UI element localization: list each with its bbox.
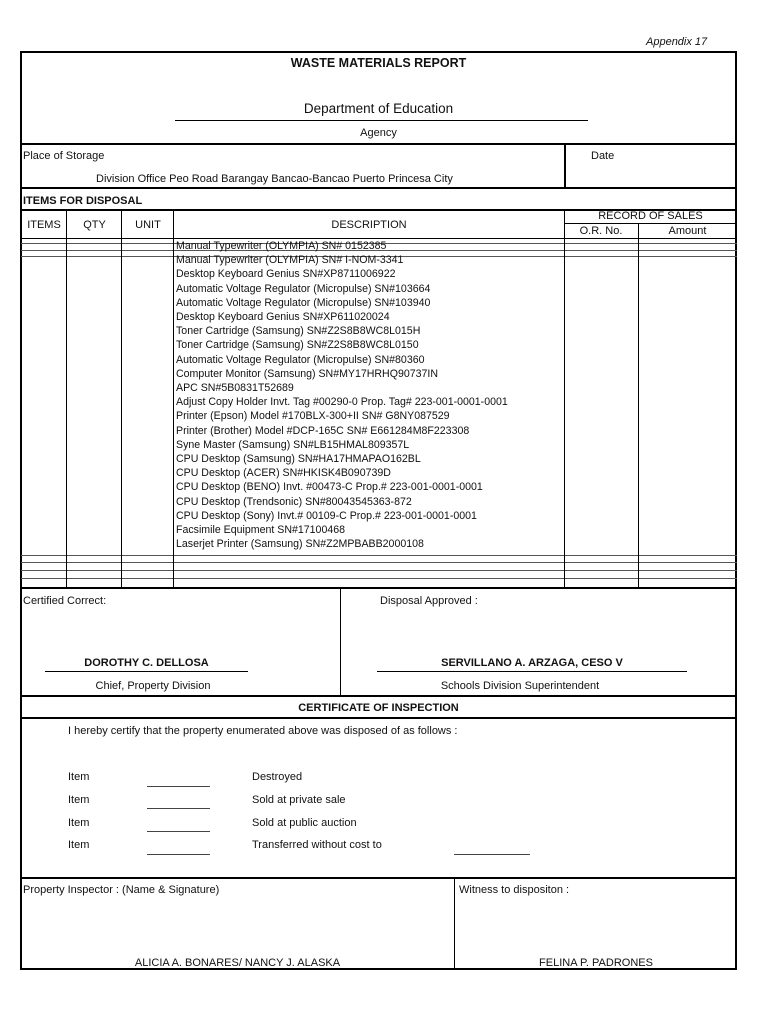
divider-signatories-top [21, 587, 737, 589]
items-for-disposal-heading: ITEMS FOR DISPOSAL [23, 195, 143, 207]
table-row-line [21, 555, 737, 556]
signatory-right-name: SERVILLANO A. ARZAGA, CESO V [441, 657, 623, 669]
witness-name: FELINA P. PADRONES [539, 957, 653, 969]
item-description: Automatic Voltage Regulator (Micropulse) SN#80360 [176, 353, 425, 366]
divider-inspector-mid [454, 877, 455, 969]
disposition-blank[interactable] [147, 854, 210, 855]
divider-certificate-top [21, 695, 737, 697]
item-description: Laserjet Printer (Samsung) SN#Z2MPBABB2000108 [176, 538, 424, 551]
table-row-line [21, 562, 737, 563]
col-line-5 [638, 223, 639, 588]
signatory-right-line [377, 671, 687, 672]
disposition-transferred: Transferred without cost to [252, 839, 382, 851]
signatory-left-line [45, 671, 248, 672]
disposition-blank[interactable] [147, 808, 210, 809]
report-title: WASTE MATERIALS REPORT [290, 56, 467, 70]
agency-name: Department of Education [303, 101, 454, 116]
col-description-header: DESCRIPTION [331, 219, 407, 231]
col-line-1 [66, 209, 67, 588]
item-description: CPU Desktop (Samsung) SN#HA17HMAPAO162BL [176, 453, 421, 465]
agency-underline [175, 120, 588, 121]
disposition-item-label: Item [68, 839, 90, 851]
divider-date [564, 143, 566, 187]
certified-correct-label: Certified Correct: [23, 595, 107, 607]
certificate-title: CERTIFICATE OF INSPECTION [298, 702, 459, 714]
item-description: Manual Typewriter (OLYMPIA) SN# 0152385 [176, 240, 387, 252]
item-description: Printer (Brother) Model #DCP-165C SN# E661284M8F223308 [176, 424, 470, 437]
col-line-3 [173, 209, 174, 588]
signatory-right-title: Schools Division Superintendent [440, 680, 600, 692]
item-description: CPU Desktop (BENO) Invt. #00473-C Prop.# 223-001-0001-0001 [176, 481, 483, 494]
col-or-no-header: O.R. No. [579, 225, 623, 237]
disposition-destroyed: Destroyed [252, 771, 303, 783]
item-description: Toner Cartridge (Samsung) SN#Z2S8B8WC8L015H [176, 325, 421, 338]
item-description: Facsimile Equipment SN#17100468 [176, 524, 346, 536]
col-items-header: ITEMS [27, 219, 61, 231]
divider-inspector-top [21, 877, 737, 879]
item-description: Desktop Keyboard Genius SN#XP8711006922 [176, 268, 396, 281]
record-of-sales-divider [564, 223, 737, 224]
date-label: Date [591, 150, 615, 162]
inspector-names: ALICIA A. BONARES/ NANCY J. ALASKA [134, 957, 341, 969]
header-bottom-line [21, 238, 737, 239]
table-row-line [21, 578, 737, 579]
item-description: Printer (Epson) Model #170BLX-300+II SN# G8NY087529 [176, 410, 450, 423]
col-qty-header: QTY [83, 219, 106, 231]
item-description: Manual Typewriter (OLYMPIA) SN# I-NOM-3341 [176, 254, 404, 267]
item-description: Adjust Copy Holder Invt. Tag #00290-0 Prop. Tag# 223-001-0001-0001 [176, 396, 508, 409]
divider-certificate-bottom [21, 717, 737, 719]
col-line-2 [121, 209, 122, 588]
signatory-left-title: Chief, Property Division [95, 680, 211, 692]
table-row-line [21, 570, 737, 571]
item-description: Automatic Voltage Regulator (Micropulse) SN#103940 [176, 296, 431, 309]
item-description: Toner Cartridge (Samsung) SN#Z2S8B8WC8L0150 [176, 339, 419, 352]
disposition-private-sale: Sold at private sale [252, 794, 346, 806]
place-of-storage-value: Division Office Peo Road Barangay Bancao-Bancao Puerto Princesa City [96, 173, 453, 185]
divider-items-top [21, 187, 737, 189]
item-description: Desktop Keyboard Genius SN#XP611020024 [176, 311, 390, 323]
col-line-4 [564, 209, 565, 588]
item-description: CPU Desktop (Trendsonic) SN#80043545363-872 [176, 495, 412, 508]
item-description: Syne Master (Samsung) SN#LB15HMAL809357L [176, 438, 410, 451]
item-description: CPU Desktop (Sony) Invt.# 00109-C Prop.# 223-001-0001-0001 [176, 509, 477, 522]
witness-label: Witness to dispositon : [459, 884, 570, 896]
signatory-left-name: DOROTHY C. DELLOSA [84, 657, 209, 669]
certify-text: I hereby certify that the property enumerated above was disposed of as follows : [68, 725, 458, 737]
item-description: Automatic Voltage Regulator (Micropulse) SN#103664 [176, 282, 431, 295]
item-description: Computer Monitor (Samsung) SN#MY17HRHQ90737IN [176, 367, 439, 380]
col-unit-header: UNIT [135, 219, 161, 231]
disposition-item-label: Item [68, 771, 90, 783]
appendix-label: Appendix 17 [646, 36, 708, 48]
col-amount-header: Amount [668, 225, 707, 237]
disposition-public-auction: Sold at public auction [252, 817, 357, 829]
item-description: APC SN#5B0831T52689 [176, 382, 294, 394]
divider-signatories-mid [340, 587, 341, 695]
divider-storage-top [21, 143, 737, 145]
place-of-storage-label: Place of Storage [23, 150, 105, 162]
disposition-blank[interactable] [147, 831, 210, 832]
transferred-to-blank[interactable] [454, 854, 530, 855]
disposition-item-label: Item [68, 817, 90, 829]
disposal-approved-label: Disposal Approved : [380, 595, 478, 607]
property-inspector-label: Property Inspector : (Name & Signature) [23, 884, 220, 896]
record-of-sales-header: RECORD OF SALES [598, 210, 703, 222]
agency-label: Agency [360, 127, 397, 139]
disposition-item-label: Item [68, 794, 90, 806]
disposition-blank[interactable] [147, 786, 210, 787]
item-description: CPU Desktop (ACER) SN#HKISK4B090739D [176, 467, 391, 480]
